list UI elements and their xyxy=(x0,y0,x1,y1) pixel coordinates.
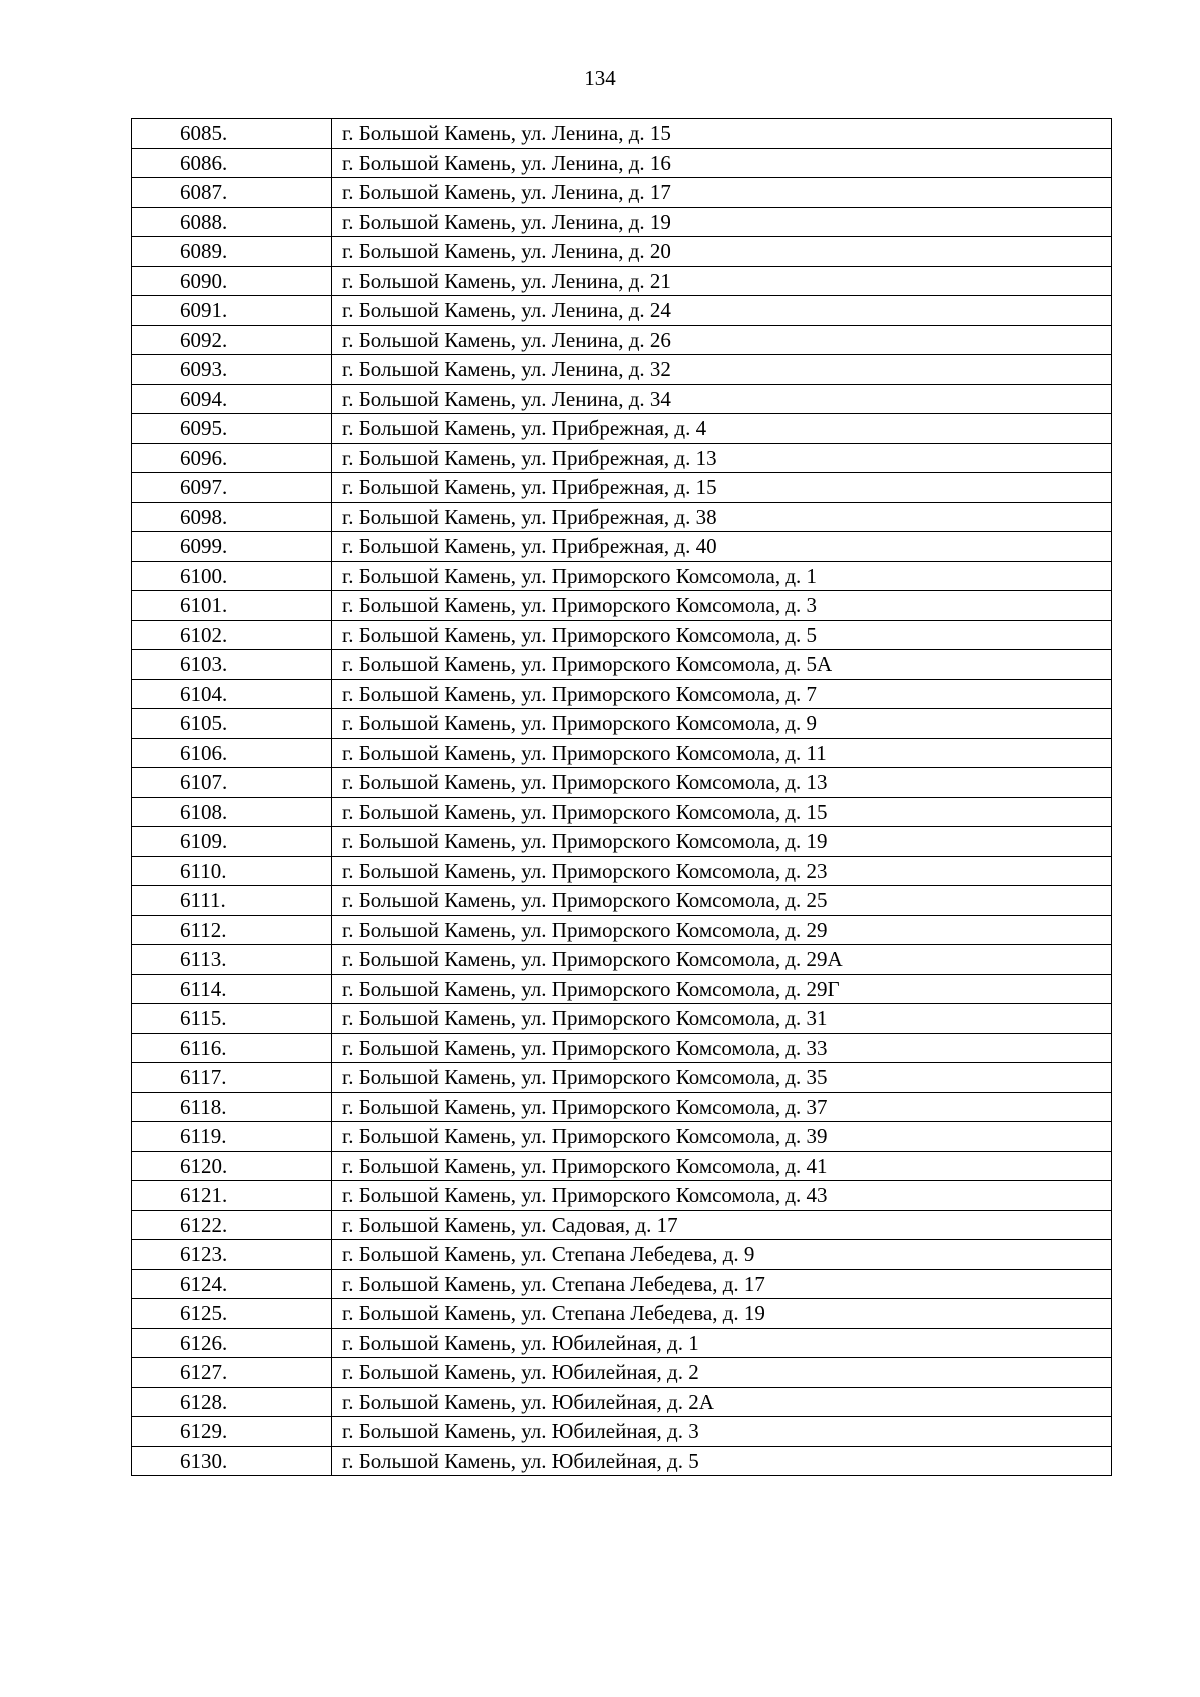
table-row xyxy=(132,1151,1112,1181)
address: г. Большой Камень, ул. Прибрежная, д. 40 xyxy=(332,532,1112,562)
table-row xyxy=(132,1417,1112,1447)
address-table-body xyxy=(132,119,1112,1476)
table-row xyxy=(132,945,1112,975)
address: г. Большой Камень, ул. Ленина, д. 20 xyxy=(332,237,1112,267)
address: г. Большой Камень, ул. Приморского Комсомола, д. 11 xyxy=(332,738,1112,768)
table-row xyxy=(132,532,1112,562)
table-row xyxy=(132,443,1112,473)
row-number: 6085. xyxy=(132,119,332,149)
row-number: 6126. xyxy=(132,1328,332,1358)
table-row xyxy=(132,178,1112,208)
table-row xyxy=(132,709,1112,739)
table-row xyxy=(132,886,1112,916)
table-row xyxy=(132,1092,1112,1122)
table-row xyxy=(132,414,1112,444)
table-row xyxy=(132,1210,1112,1240)
table-row xyxy=(132,915,1112,945)
table-row xyxy=(132,237,1112,267)
table-row xyxy=(132,1446,1112,1476)
address: г. Большой Камень, ул. Прибрежная, д. 4 xyxy=(332,414,1112,444)
table-row xyxy=(132,1181,1112,1211)
table-row xyxy=(132,738,1112,768)
address: г. Большой Камень, ул. Приморского Комсомола, д. 29Г xyxy=(332,974,1112,1004)
row-number: 6087. xyxy=(132,178,332,208)
row-number: 6127. xyxy=(132,1358,332,1388)
table-row xyxy=(132,1240,1112,1270)
table-row xyxy=(132,797,1112,827)
address: г. Большой Камень, ул. Приморского Комсомола, д. 37 xyxy=(332,1092,1112,1122)
address: г. Большой Камень, ул. Приморского Комсомола, д. 23 xyxy=(332,856,1112,886)
address: г. Большой Камень, ул. Приморского Комсомола, д. 5 xyxy=(332,620,1112,650)
row-number: 6096. xyxy=(132,443,332,473)
address: г. Большой Камень, ул. Приморского Комсомола, д. 3 xyxy=(332,591,1112,621)
row-number: 6118. xyxy=(132,1092,332,1122)
table-row xyxy=(132,591,1112,621)
row-number: 6086. xyxy=(132,148,332,178)
address: г. Большой Камень, ул. Приморского Комсомола, д. 25 xyxy=(332,886,1112,916)
table-row xyxy=(132,1328,1112,1358)
table-row xyxy=(132,473,1112,503)
address-table xyxy=(131,118,1112,1476)
table-row xyxy=(132,1122,1112,1152)
address: г. Большой Камень, ул. Ленина, д. 19 xyxy=(332,207,1112,237)
row-number: 6112. xyxy=(132,915,332,945)
row-number: 6088. xyxy=(132,207,332,237)
address: г. Большой Камень, ул. Приморского Комсомола, д. 9 xyxy=(332,709,1112,739)
address: г. Большой Камень, ул. Садовая, д. 17 xyxy=(332,1210,1112,1240)
address: г. Большой Камень, ул. Приморского Комсомола, д. 29А xyxy=(332,945,1112,975)
row-number: 6104. xyxy=(132,679,332,709)
address: г. Большой Камень, ул. Приморского Комсомола, д. 35 xyxy=(332,1063,1112,1093)
row-number: 6098. xyxy=(132,502,332,532)
address: г. Большой Камень, ул. Прибрежная, д. 13 xyxy=(332,443,1112,473)
table-row xyxy=(132,620,1112,650)
address: г. Большой Камень, ул. Приморского Комсомола, д. 5А xyxy=(332,650,1112,680)
row-number: 6128. xyxy=(132,1387,332,1417)
table-row xyxy=(132,1269,1112,1299)
row-number: 6092. xyxy=(132,325,332,355)
address: г. Большой Камень, ул. Ленина, д. 17 xyxy=(332,178,1112,208)
table-row xyxy=(132,296,1112,326)
address: г. Большой Камень, ул. Приморского Комсомола, д. 7 xyxy=(332,679,1112,709)
table-row xyxy=(132,827,1112,857)
table-row xyxy=(132,679,1112,709)
row-number: 6130. xyxy=(132,1446,332,1476)
row-number: 6106. xyxy=(132,738,332,768)
row-number: 6100. xyxy=(132,561,332,591)
table-row xyxy=(132,1033,1112,1063)
address: г. Большой Камень, ул. Приморского Комсомола, д. 43 xyxy=(332,1181,1112,1211)
address: г. Большой Камень, ул. Приморского Комсомола, д. 39 xyxy=(332,1122,1112,1152)
row-number: 6115. xyxy=(132,1004,332,1034)
row-number: 6111. xyxy=(132,886,332,916)
table-row xyxy=(132,561,1112,591)
row-number: 6093. xyxy=(132,355,332,385)
row-number: 6095. xyxy=(132,414,332,444)
table-row xyxy=(132,1387,1112,1417)
table-row xyxy=(132,207,1112,237)
address: г. Большой Камень, ул. Приморского Комсомола, д. 41 xyxy=(332,1151,1112,1181)
row-number: 6125. xyxy=(132,1299,332,1329)
row-number: 6116. xyxy=(132,1033,332,1063)
address: г. Большой Камень, ул. Степана Лебедева, д. 9 xyxy=(332,1240,1112,1270)
row-number: 6122. xyxy=(132,1210,332,1240)
row-number: 6120. xyxy=(132,1151,332,1181)
address: г. Большой Камень, ул. Ленина, д. 21 xyxy=(332,266,1112,296)
page-number: 134 xyxy=(584,66,616,90)
table-row xyxy=(132,502,1112,532)
table-row xyxy=(132,768,1112,798)
row-number: 6123. xyxy=(132,1240,332,1270)
table-row xyxy=(132,148,1112,178)
row-number: 6109. xyxy=(132,827,332,857)
address: г. Большой Камень, ул. Приморского Комсомола, д. 29 xyxy=(332,915,1112,945)
table-row xyxy=(132,974,1112,1004)
address: г. Большой Камень, ул. Приморского Комсомола, д. 31 xyxy=(332,1004,1112,1034)
address: г. Большой Камень, ул. Приморского Комсомола, д. 19 xyxy=(332,827,1112,857)
row-number: 6119. xyxy=(132,1122,332,1152)
row-number: 6089. xyxy=(132,237,332,267)
address: г. Большой Камень, ул. Ленина, д. 26 xyxy=(332,325,1112,355)
address: г. Большой Камень, ул. Приморского Комсомола, д. 13 xyxy=(332,768,1112,798)
row-number: 6091. xyxy=(132,296,332,326)
address: г. Большой Камень, ул. Прибрежная, д. 15 xyxy=(332,473,1112,503)
address: г. Большой Камень, ул. Приморского Комсомола, д. 33 xyxy=(332,1033,1112,1063)
table-row xyxy=(132,1063,1112,1093)
address: г. Большой Камень, ул. Юбилейная, д. 1 xyxy=(332,1328,1112,1358)
address: г. Большой Камень, ул. Юбилейная, д. 3 xyxy=(332,1417,1112,1447)
table-row xyxy=(132,384,1112,414)
address: г. Большой Камень, ул. Прибрежная, д. 38 xyxy=(332,502,1112,532)
row-number: 6094. xyxy=(132,384,332,414)
address: г. Большой Камень, ул. Юбилейная, д. 2А xyxy=(332,1387,1112,1417)
table-row xyxy=(132,119,1112,149)
address: г. Большой Камень, ул. Ленина, д. 16 xyxy=(332,148,1112,178)
row-number: 6108. xyxy=(132,797,332,827)
row-number: 6090. xyxy=(132,266,332,296)
table-row xyxy=(132,355,1112,385)
row-number: 6097. xyxy=(132,473,332,503)
table-row xyxy=(132,1358,1112,1388)
row-number: 6105. xyxy=(132,709,332,739)
row-number: 6129. xyxy=(132,1417,332,1447)
row-number: 6101. xyxy=(132,591,332,621)
table-row xyxy=(132,1299,1112,1329)
table-row xyxy=(132,325,1112,355)
row-number: 6102. xyxy=(132,620,332,650)
table-row xyxy=(132,1004,1112,1034)
row-number: 6114. xyxy=(132,974,332,1004)
row-number: 6107. xyxy=(132,768,332,798)
address: г. Большой Камень, ул. Ленина, д. 24 xyxy=(332,296,1112,326)
row-number: 6099. xyxy=(132,532,332,562)
address: г. Большой Камень, ул. Приморского Комсомола, д. 1 xyxy=(332,561,1112,591)
address: г. Большой Камень, ул. Ленина, д. 15 xyxy=(332,119,1112,149)
table-row xyxy=(132,856,1112,886)
address: г. Большой Камень, ул. Юбилейная, д. 5 xyxy=(332,1446,1112,1476)
table-row xyxy=(132,650,1112,680)
row-number: 6113. xyxy=(132,945,332,975)
row-number: 6124. xyxy=(132,1269,332,1299)
address: г. Большой Камень, ул. Юбилейная, д. 2 xyxy=(332,1358,1112,1388)
address: г. Большой Камень, ул. Приморского Комсомола, д. 15 xyxy=(332,797,1112,827)
table-row xyxy=(132,266,1112,296)
address: г. Большой Камень, ул. Степана Лебедева, д. 19 xyxy=(332,1299,1112,1329)
address: г. Большой Камень, ул. Ленина, д. 34 xyxy=(332,384,1112,414)
row-number: 6117. xyxy=(132,1063,332,1093)
row-number: 6103. xyxy=(132,650,332,680)
row-number: 6121. xyxy=(132,1181,332,1211)
row-number: 6110. xyxy=(132,856,332,886)
address: г. Большой Камень, ул. Ленина, д. 32 xyxy=(332,355,1112,385)
address: г. Большой Камень, ул. Степана Лебедева, д. 17 xyxy=(332,1269,1112,1299)
